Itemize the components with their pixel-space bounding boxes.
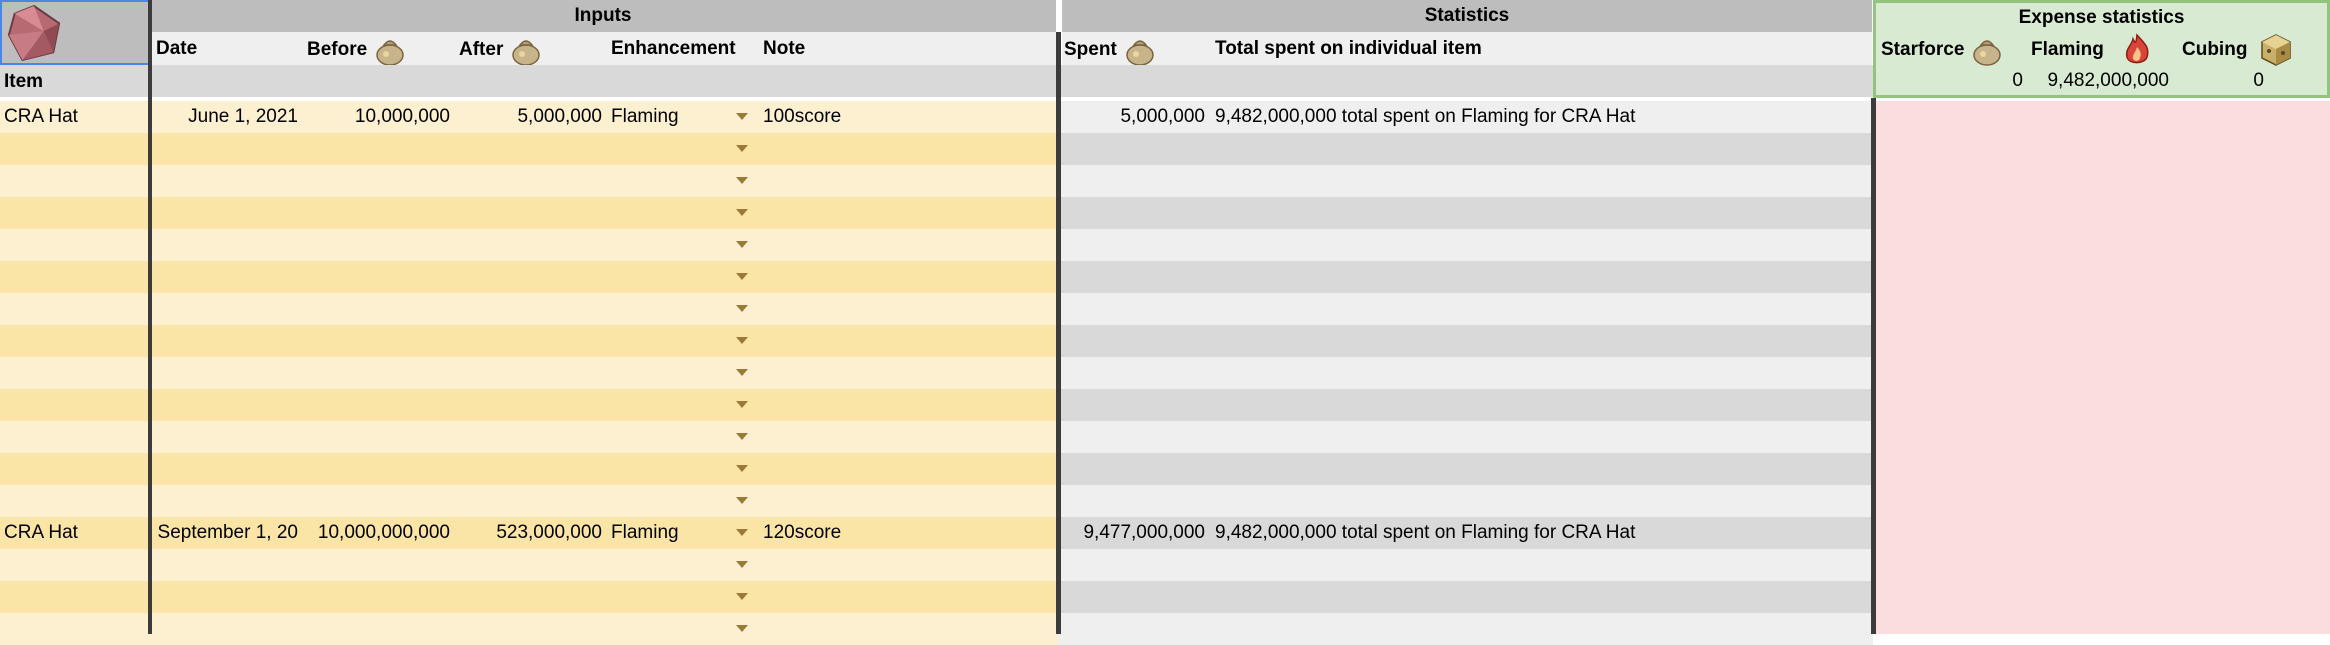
cell-date[interactable] — [156, 485, 298, 517]
cell-enhancement[interactable] — [611, 613, 741, 645]
cell-enhancement[interactable] — [611, 485, 741, 517]
cell-spent[interactable]: 9,477,000,000 — [1083, 522, 1205, 543]
cell-before[interactable] — [300, 133, 450, 165]
cell-after[interactable]: 523,000,000 — [496, 522, 602, 543]
cube-icon — [2259, 33, 2293, 67]
cell-enhancement[interactable]: Flaming — [611, 106, 679, 127]
cell-total[interactable] — [1215, 453, 1865, 485]
item-header-row — [0, 65, 1873, 97]
cell-note[interactable] — [763, 325, 1053, 357]
expense-flaming-value: 9,482,000,000 — [2047, 70, 2169, 91]
cell-before[interactable] — [300, 293, 450, 325]
cell-note[interactable]: 120score — [763, 522, 842, 543]
table-row — [0, 261, 1873, 293]
cell-after[interactable] — [452, 293, 602, 325]
cell-after[interactable] — [452, 453, 602, 485]
cell-before[interactable] — [300, 325, 450, 357]
cell-note[interactable] — [763, 613, 1053, 645]
dropdown-arrow-icon[interactable] — [736, 497, 748, 504]
col-spent-label: Spent — [1064, 39, 1117, 61]
cell-item[interactable] — [4, 389, 144, 421]
cell-enhancement[interactable] — [611, 293, 741, 325]
dropdown-arrow-icon[interactable] — [736, 465, 748, 472]
dropdown-arrow-icon[interactable] — [736, 529, 748, 536]
cell-enhancement[interactable] — [611, 581, 741, 613]
cell-enhancement[interactable] — [611, 357, 741, 389]
cell-date[interactable] — [156, 197, 298, 229]
cell-total[interactable] — [1215, 165, 1865, 197]
cell-note[interactable] — [763, 197, 1053, 229]
cell-before[interactable] — [300, 165, 450, 197]
cell-total[interactable] — [1215, 197, 1865, 229]
cell-total[interactable] — [1215, 261, 1865, 293]
cell-date[interactable] — [156, 229, 298, 261]
cell-item[interactable] — [4, 261, 144, 293]
cell-note[interactable] — [763, 261, 1053, 293]
cell-enhancement[interactable] — [611, 229, 741, 261]
gem-logo-icon — [4, 4, 64, 62]
cell-enhancement[interactable] — [611, 549, 741, 581]
cell-spent[interactable] — [1062, 261, 1205, 293]
cell-note[interactable] — [763, 421, 1053, 453]
col-note: Note — [763, 38, 806, 59]
cell-total[interactable] — [1215, 357, 1865, 389]
cell-spent[interactable] — [1062, 613, 1205, 645]
table-row — [0, 485, 1873, 517]
cell-after[interactable] — [452, 197, 602, 229]
cell-note[interactable] — [763, 485, 1053, 517]
cell-spent[interactable] — [1062, 197, 1205, 229]
cell-before[interactable] — [300, 453, 450, 485]
statistics-header — [1062, 0, 1872, 32]
cell-after[interactable] — [452, 229, 602, 261]
cell-after[interactable] — [452, 549, 602, 581]
flame-icon — [2120, 33, 2154, 67]
cell-item[interactable] — [4, 613, 144, 645]
table-row — [0, 517, 1873, 549]
cell-before[interactable]: 10,000,000,000 — [317, 522, 450, 543]
inputs-subheader — [150, 32, 1056, 65]
cell-note[interactable] — [763, 229, 1053, 261]
cell-date[interactable] — [156, 613, 298, 645]
cell-enhancement[interactable] — [611, 389, 741, 421]
cell-enhancement[interactable] — [611, 197, 741, 229]
cell-total[interactable]: 9,482,000,000 total spent on Flaming for CRA Hat — [1215, 106, 1636, 127]
expense-starforce-value: 0 — [2012, 70, 2023, 91]
separator-stats — [1056, 32, 1061, 634]
col-after-label: After — [459, 39, 504, 61]
cell-item[interactable] — [4, 549, 144, 581]
cell-date[interactable] — [156, 581, 298, 613]
cell-date[interactable] — [156, 389, 298, 421]
cell-item[interactable] — [4, 133, 144, 165]
cell-date[interactable] — [156, 261, 298, 293]
cell-total[interactable]: 9,482,000,000 total spent on Flaming for CRA Hat — [1215, 522, 1636, 543]
cell-before[interactable]: 10,000,000 — [354, 106, 450, 127]
cell-enhancement[interactable] — [611, 453, 741, 485]
cell-item[interactable] — [4, 485, 144, 517]
cell-note[interactable] — [763, 293, 1053, 325]
table-row — [0, 453, 1873, 485]
cell-before[interactable] — [300, 421, 450, 453]
expense-cubing-label: Cubing — [2182, 33, 2293, 67]
cell-item[interactable] — [4, 581, 144, 613]
cell-total[interactable] — [1215, 581, 1865, 613]
inputs-header — [150, 0, 1056, 32]
cell-item[interactable] — [4, 293, 144, 325]
cell-after[interactable] — [452, 613, 602, 645]
dropdown-arrow-icon[interactable] — [736, 145, 748, 152]
col-spent — [1064, 33, 1157, 67]
cell-note[interactable] — [763, 357, 1053, 389]
cell-total[interactable] — [1215, 389, 1865, 421]
meso-bag-icon — [373, 33, 407, 67]
cell-after[interactable] — [452, 261, 602, 293]
cell-after[interactable] — [452, 389, 602, 421]
logo-cell[interactable] — [0, 0, 150, 65]
cell-item[interactable] — [4, 197, 144, 229]
cell-date[interactable] — [156, 165, 298, 197]
cell-before[interactable] — [300, 389, 450, 421]
table-row — [0, 389, 1873, 421]
table-row — [0, 613, 1873, 645]
table-row — [0, 133, 1873, 165]
cell-date[interactable] — [156, 357, 298, 389]
cell-item[interactable] — [4, 453, 144, 485]
cell-spent[interactable] — [1062, 165, 1205, 197]
cell-spent[interactable] — [1062, 421, 1205, 453]
cell-total[interactable] — [1215, 229, 1865, 261]
cell-spent[interactable] — [1062, 549, 1205, 581]
cell-after[interactable] — [452, 165, 602, 197]
cell-before[interactable] — [300, 549, 450, 581]
cell-item[interactable] — [4, 421, 144, 453]
dropdown-arrow-icon[interactable] — [736, 305, 748, 312]
cell-note[interactable] — [763, 165, 1053, 197]
cell-total[interactable] — [1215, 485, 1865, 517]
expense-flaming-label: Flaming — [2031, 33, 2154, 67]
cell-total[interactable] — [1215, 421, 1865, 453]
cell-enhancement[interactable] — [611, 261, 741, 293]
cell-item[interactable]: CRA Hat — [4, 106, 78, 127]
cell-item[interactable] — [4, 229, 144, 261]
dropdown-arrow-icon[interactable] — [736, 561, 748, 568]
cell-date[interactable] — [156, 549, 298, 581]
cell-note[interactable] — [763, 133, 1053, 165]
cell-before[interactable] — [300, 229, 450, 261]
expense-title: Expense statistics — [2018, 7, 2185, 28]
cell-total[interactable] — [1215, 133, 1865, 165]
dropdown-arrow-icon[interactable] — [736, 433, 748, 440]
expense-cubing-value: 0 — [2253, 70, 2264, 91]
cell-date[interactable]: June 1, 2021 — [188, 106, 298, 127]
col-item: Item — [4, 71, 44, 92]
cell-total[interactable] — [1215, 613, 1865, 645]
cell-before[interactable] — [300, 261, 450, 293]
table-row — [0, 581, 1873, 613]
cell-spent[interactable] — [1062, 357, 1205, 389]
dropdown-arrow-icon[interactable] — [736, 177, 748, 184]
cell-enhancement[interactable] — [611, 133, 741, 165]
table-row — [0, 229, 1873, 261]
cell-spent[interactable] — [1062, 133, 1205, 165]
table-row — [0, 293, 1873, 325]
cell-after[interactable] — [452, 325, 602, 357]
cell-after[interactable] — [452, 581, 602, 613]
cell-note[interactable] — [763, 389, 1053, 421]
cell-date[interactable] — [156, 453, 298, 485]
cell-after[interactable] — [452, 485, 602, 517]
cell-note[interactable]: 100score — [763, 106, 842, 127]
table-row — [0, 421, 1873, 453]
cell-before[interactable] — [300, 581, 450, 613]
cell-item[interactable] — [4, 165, 144, 197]
col-enhancement: Enhancement — [611, 38, 736, 59]
col-before-label: Before — [307, 39, 368, 61]
cell-date[interactable] — [156, 293, 298, 325]
cell-after[interactable]: 5,000,000 — [517, 106, 602, 127]
cell-total[interactable] — [1215, 293, 1865, 325]
meso-bag-icon — [1123, 33, 1157, 67]
cell-spent[interactable] — [1062, 485, 1205, 517]
cell-after[interactable] — [452, 133, 602, 165]
table-row — [0, 325, 1873, 357]
cell-note[interactable] — [763, 581, 1053, 613]
cell-enhancement[interactable] — [611, 165, 741, 197]
col-after — [459, 33, 543, 67]
cell-after[interactable] — [452, 421, 602, 453]
cell-spent[interactable] — [1062, 293, 1205, 325]
inputs-title: Inputs — [574, 5, 632, 26]
dropdown-arrow-icon[interactable] — [736, 369, 748, 376]
cell-after[interactable] — [452, 357, 602, 389]
dropdown-arrow-icon[interactable] — [736, 209, 748, 216]
cell-spent[interactable] — [1062, 389, 1205, 421]
dropdown-arrow-icon[interactable] — [736, 401, 748, 408]
cell-item[interactable] — [4, 325, 144, 357]
cell-enhancement[interactable]: Flaming — [611, 522, 679, 543]
statistics-title: Statistics — [1424, 5, 1510, 26]
expense-starforce-label: Starforce — [1881, 33, 2004, 67]
cell-before[interactable] — [300, 357, 450, 389]
table-row — [0, 197, 1873, 229]
cell-item[interactable]: CRA Hat — [4, 522, 78, 543]
cell-note[interactable] — [763, 453, 1053, 485]
dropdown-arrow-icon[interactable] — [736, 593, 748, 600]
col-before — [307, 33, 407, 67]
dropdown-arrow-icon[interactable] — [736, 337, 748, 344]
dropdown-arrow-icon[interactable] — [736, 113, 748, 120]
meso-bag-icon — [1970, 33, 2004, 67]
cell-total[interactable] — [1215, 325, 1865, 357]
meso-bag-icon — [509, 33, 543, 67]
cell-note[interactable] — [763, 549, 1053, 581]
expense-empty-area — [1873, 101, 2330, 634]
table-row — [0, 357, 1873, 389]
cell-date[interactable] — [156, 133, 298, 165]
col-total: Total spent on individual item — [1215, 38, 1482, 59]
cell-date[interactable]: September 1, 20 — [157, 522, 298, 543]
cell-enhancement[interactable] — [611, 325, 741, 357]
cell-total[interactable] — [1215, 549, 1865, 581]
table-row — [0, 165, 1873, 197]
cell-before[interactable] — [300, 613, 450, 645]
cell-spent[interactable] — [1062, 229, 1205, 261]
cell-spent[interactable] — [1062, 581, 1205, 613]
separator-expense — [1871, 98, 1876, 634]
cell-spent[interactable] — [1062, 453, 1205, 485]
dropdown-arrow-icon[interactable] — [736, 241, 748, 248]
table-row — [0, 549, 1873, 581]
table-row — [0, 101, 1873, 133]
dropdown-arrow-icon[interactable] — [736, 625, 748, 632]
cell-before[interactable] — [300, 485, 450, 517]
dropdown-arrow-icon[interactable] — [736, 273, 748, 280]
cell-spent[interactable] — [1062, 325, 1205, 357]
cell-before[interactable] — [300, 197, 450, 229]
cell-date[interactable] — [156, 325, 298, 357]
separator-item — [148, 0, 152, 634]
cell-enhancement[interactable] — [611, 421, 741, 453]
cell-date[interactable] — [156, 421, 298, 453]
cell-item[interactable] — [4, 357, 144, 389]
cell-spent[interactable]: 5,000,000 — [1120, 106, 1205, 127]
col-date: Date — [156, 38, 198, 59]
